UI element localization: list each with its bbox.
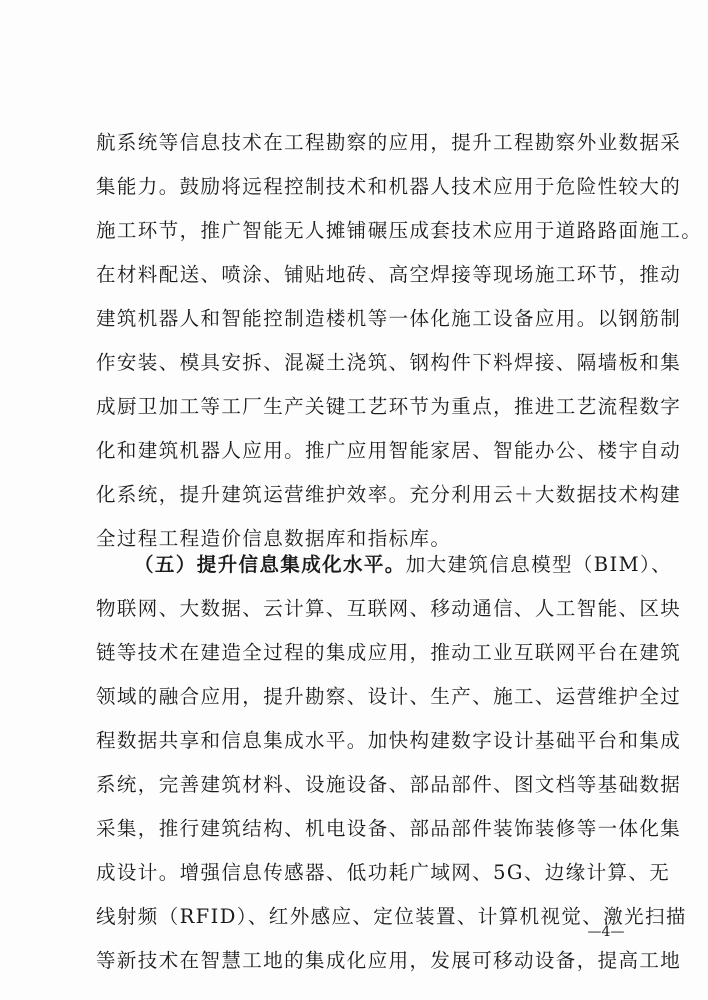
paragraph-1-line-10: 全过程工程造价信息数据库和指标库。 (96, 527, 452, 550)
page-number: —4— (587, 924, 625, 940)
paragraph-1-line-3: 施工环节，推广智能无人摊铺碾压成套技术应用于道路路面施工。 (96, 219, 703, 242)
paragraph-2-line-2: 物联网、大数据、云计算、互联网、移动通信、人工智能、区块 (96, 597, 682, 620)
paragraph-1-line-1: 航系统等信息技术在工程勘察的应用，提升工程勘察外业数据采 (96, 131, 682, 154)
paragraph-1-line-8: 化和建筑机器人应用。推广应用智能家居、智能办公、楼宇自动 (96, 439, 682, 462)
paragraph-1-line-9: 化系统，提升建筑运营维护效率。充分利用云＋大数据技术构建 (96, 483, 682, 506)
paragraph-2-line-7: 采集，推行建筑结构、机电设备、部品部件装饰装修等一体化集 (96, 817, 682, 840)
paragraph-1-line-6: 作安装、模具安拆、混凝土浇筑、钢构件下料焊接、隔墙板和集 (96, 351, 682, 374)
paragraph-2-first-line-text: 加大建筑信息模型（BIM）、 (405, 553, 673, 576)
paragraph-2-first-line (134, 543, 673, 587)
paragraph-1-line-4: 在材料配送、喷涂、铺贴地砖、高空焊接等现场施工环节，推动 (96, 263, 682, 286)
paragraph-1-line-2: 集能力。鼓励将远程控制技术和机器人技术应用于危险性较大的 (96, 175, 682, 198)
paragraph-2-line-3: 链等技术在建造全过程的集成应用，推动工业互联网平台在建筑 (96, 641, 682, 664)
paragraph-2-line-5: 程数据共享和信息集成水平。加快构建数字设计基础平台和集成 (96, 729, 682, 752)
paragraph-1-line-5: 建筑机器人和智能控制造楼机等一体化施工设备应用。以钢筋制 (96, 307, 682, 330)
paragraph-2-line-6: 系统，完善建筑材料、设施设备、部品部件、图文档等基础数据 (96, 773, 682, 796)
section-heading: （五）提升信息集成化水平。 (134, 553, 406, 576)
paragraph-2-line-4: 领域的融合应用，提升勘察、设计、生产、施工、运营维护全过 (96, 685, 682, 708)
paragraph-2-line-10: 等新技术在智慧工地的集成化应用，发展可移动设备，提高工地 (96, 949, 682, 972)
paragraph-1-line-7: 成厨卫加工等工厂生产关键工艺环节为重点，推进工艺流程数字 (96, 395, 682, 418)
paragraph-2-line-9: 线射频（RFID）、红外感应、定位装置、计算机视觉、激光扫描 (96, 905, 687, 928)
paragraph-2-line-8: 成设计。增强信息传感器、低功耗广域网、5G、边缘计算、无 (96, 861, 671, 884)
